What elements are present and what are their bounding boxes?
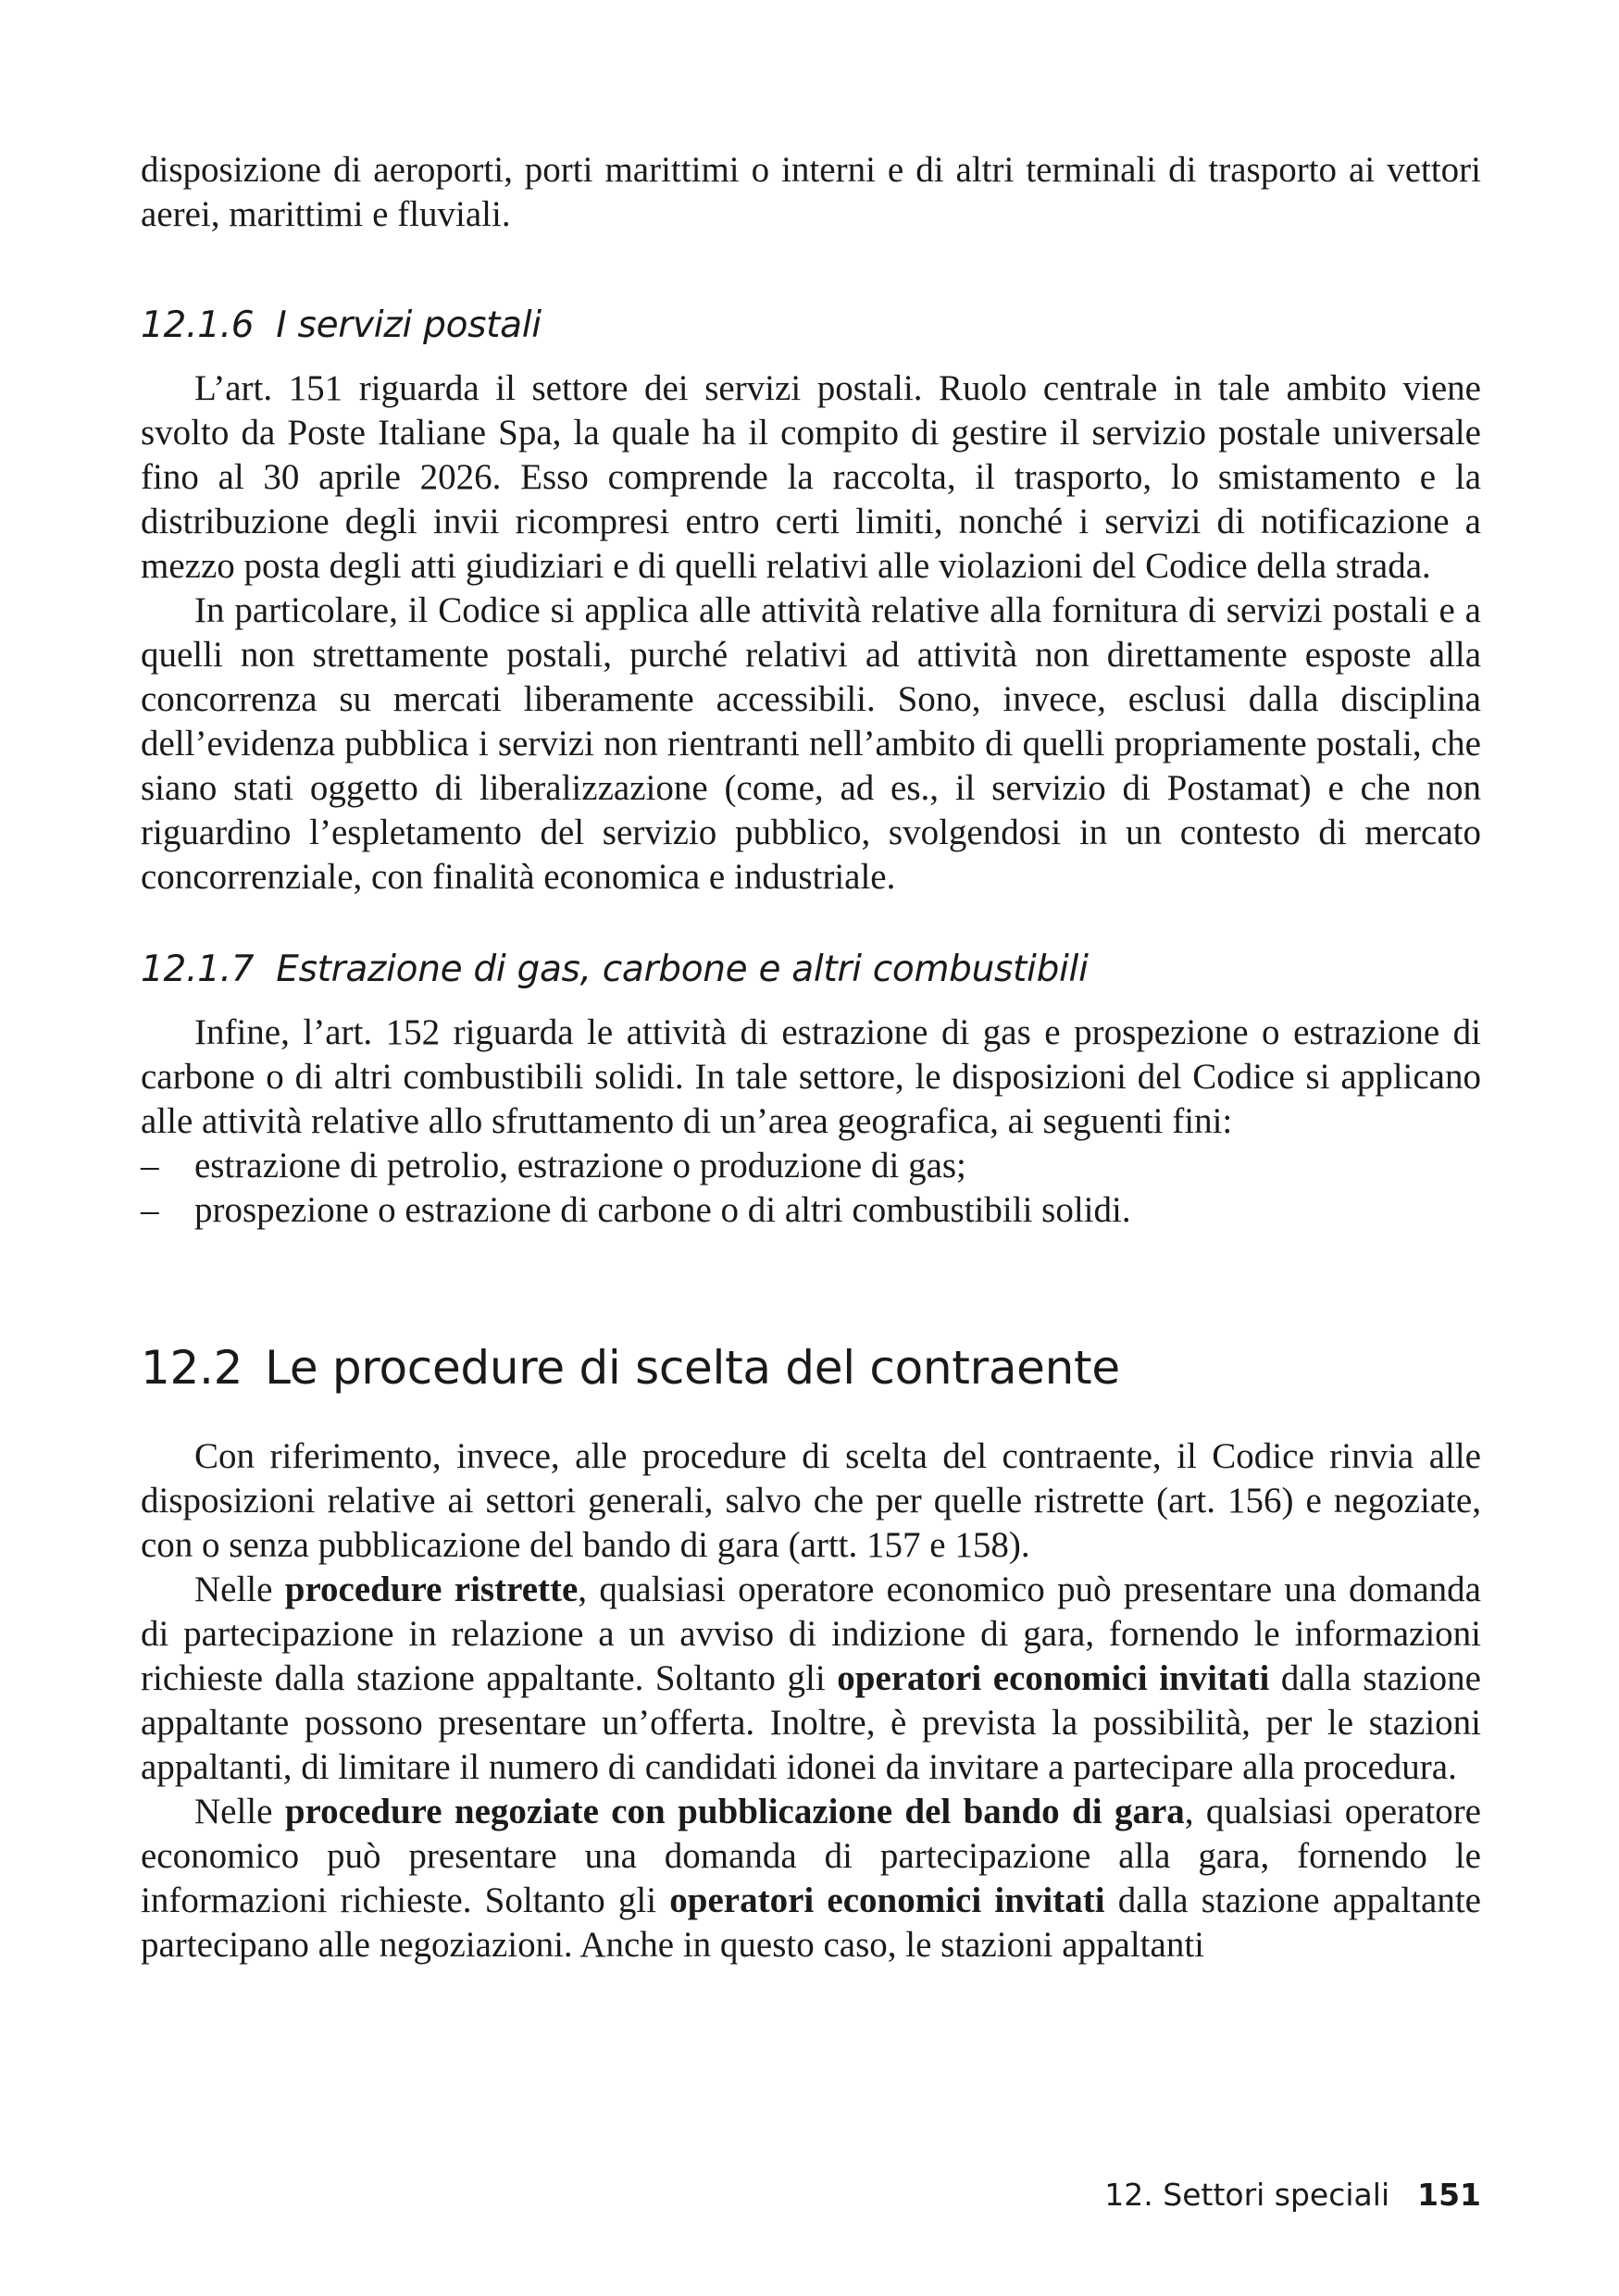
paragraph xyxy=(141,1790,1481,1967)
dash-bullet: – xyxy=(141,1146,159,1185)
text-run: , qualsiasi operatore economico può presentare una domanda di partecipazione alla gara, fornendo le informazioni richieste. Soltanto gli xyxy=(141,1792,1481,1920)
intro-paragraph: disposizione di aeroporti, porti marittimi o interni e di altri terminali di trasporto ai vettori aerei, marittimi e fluviali. xyxy=(141,150,1481,234)
heading-12-2 xyxy=(141,1340,1481,1396)
list-item xyxy=(141,1144,1481,1188)
paragraph: L’art. 151 riguarda il settore dei servizi postali. Ruolo centrale in tale ambito viene svolto da Poste Italiane Spa, la quale ha il compito di gestire il servizio postale universale fino al 30 aprile 2026. Esso comprende la raccolta, il trasporto, lo smistamento e la distribuzione degli invii ricompresi entro certi limiti, nonché i servizi di notificazione a mezzo posta degli atti giudiziari e di quelli relativi alle violazioni del Codice della strada. xyxy=(141,368,1481,586)
text-run: dalla stazione appaltante possono presentare un’offerta. Inoltre, è prevista la possibilità, per le stazioni appaltanti, di limitare il numero di candidati idonei da invitare a partecipare alla procedura. xyxy=(141,1658,1481,1787)
running-footer-chapter: 12. Settori speciali xyxy=(1104,2177,1390,2213)
list-item-text: estrazione di petrolio, estrazione o produzione di gas; xyxy=(194,1146,966,1185)
paragraph: Con riferimento, invece, alle procedure di scelta del contraente, il Codice rinvia alle disposizioni relative ai settori generali, salvo che per quelle ristrette (art. 156) e negoziate, con o senza pubblicazione del bando di gara (artt. 157 e 158). xyxy=(141,1436,1481,1565)
heading-title: Estrazione di gas, carbone e altri combustibili xyxy=(276,949,1089,990)
heading-12-1-7 xyxy=(141,948,1481,992)
dash-list xyxy=(141,1144,1481,1233)
bold-term: procedure negoziate con pubblicazione del bando di gara xyxy=(284,1792,1185,1831)
heading-title: I servizi postali xyxy=(276,304,542,346)
page-content xyxy=(141,148,1481,1967)
text-run: , qualsiasi operatore economico può presentare una domanda di partecipazione in relazione a un avviso di indizione di gara, fornendo le informazioni richieste dalla stazione appaltante. Soltanto gli xyxy=(141,1570,1481,1698)
bold-term: procedure ristrette xyxy=(284,1570,579,1609)
page-number: 151 xyxy=(1417,2177,1481,2213)
bold-term: operatori economici invitati xyxy=(837,1658,1270,1698)
heading-number: 12.2 xyxy=(141,1341,243,1395)
paragraph: In particolare, il Codice si applica alle attività relative alla fornitura di servizi postali e a quelli non strettamente postali, purché relativi ad attività non direttamente esposte alla concorrenza su mercati liberamente accessibili. Sono, invece, esclusi dalla disciplina dell’evidenza pubblica i servizi non rientranti nell’ambito di quelli propriamente postali, che siano stati oggetto di liberalizzazione (come, ad es., il servizio di Postamat) e che non riguardino l’espletamento del servizio pubblico, svolgendosi in un contesto di mercato concorrenziale, con finalità economica e industriale. xyxy=(141,590,1481,897)
text-run: Nelle xyxy=(194,1792,285,1831)
text-run: Nelle xyxy=(194,1570,285,1609)
text-run: dalla stazione appaltante partecipano alle negoziazioni. Anche in questo caso, le stazioni appaltanti xyxy=(141,1880,1481,1965)
heading-title: Le procedure di scelta del contraente xyxy=(265,1341,1120,1395)
page-footer xyxy=(1104,2177,1481,2214)
heading-number: 12.1.6 xyxy=(141,304,255,346)
bold-term: operatori economici invitati xyxy=(669,1880,1105,1920)
list-item-text: prospezione o estrazione di carbone o di altri combustibili solidi. xyxy=(194,1190,1131,1230)
paragraph: Infine, l’art. 152 riguarda le attività di estrazione di gas e prospezione o estrazione di carbone o di altri combustibili solidi. In tale settore, le disposizioni del Codice si applicano alle attività relative allo sfruttamento di un’area geografica, ai seguenti fini: xyxy=(141,1012,1481,1141)
heading-12-1-6 xyxy=(141,304,1481,348)
list-item xyxy=(141,1188,1481,1233)
heading-number: 12.1.7 xyxy=(141,949,255,990)
paragraph xyxy=(141,1568,1481,1790)
dash-bullet: – xyxy=(141,1190,159,1230)
